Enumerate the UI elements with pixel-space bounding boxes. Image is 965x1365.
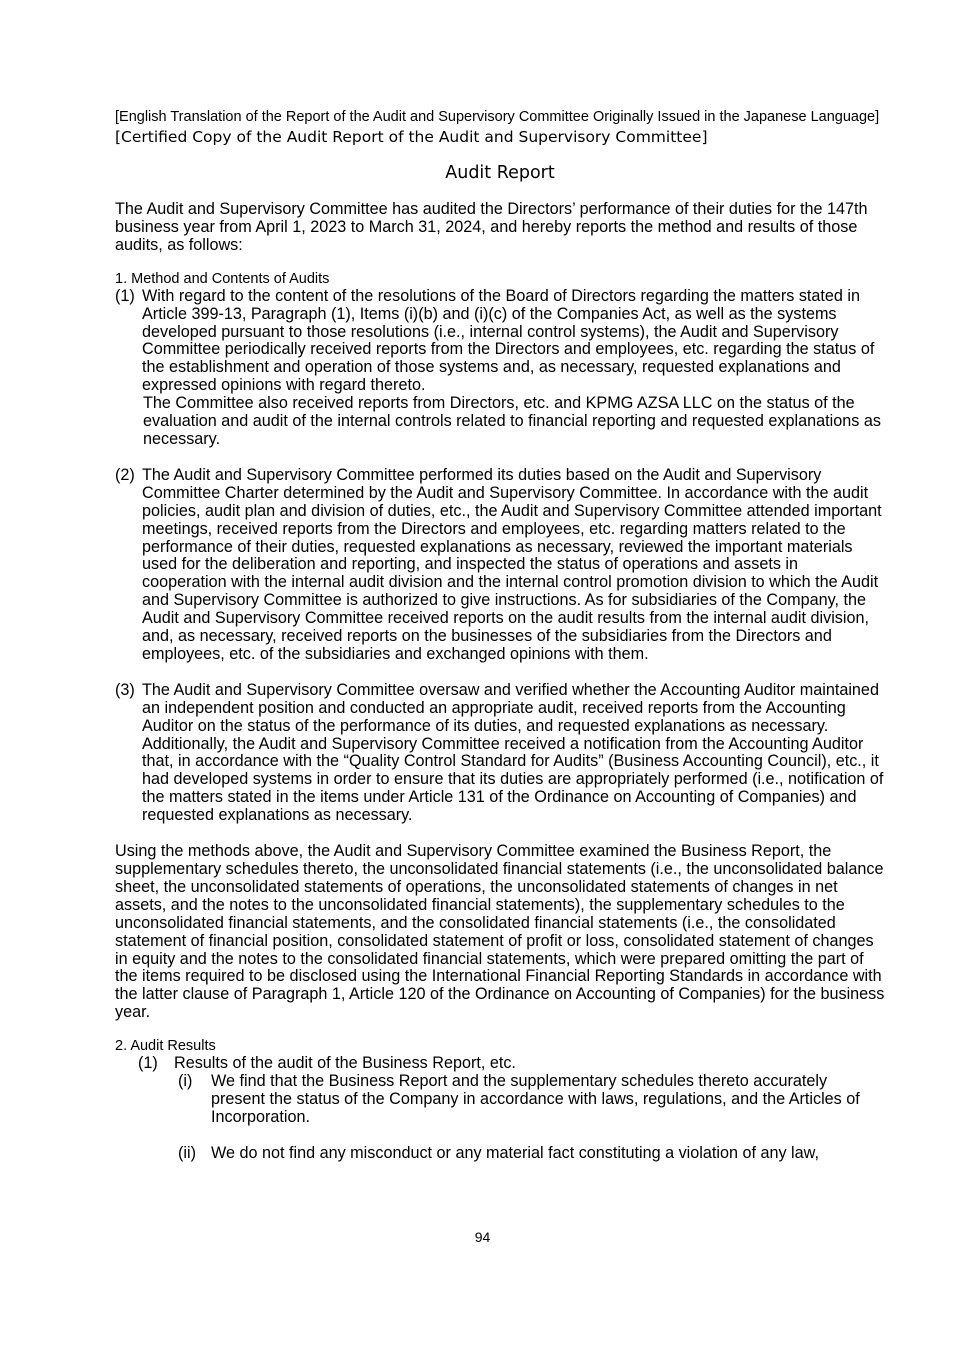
document-page [115, 108, 885, 1163]
section-2-heading: 2. Audit Results [115, 1038, 216, 1055]
translation-note: [English Translation of the Report of the Audit and Supervisory Committee Originally Issued in the Japanese Language] [115, 109, 880, 125]
item-text-continued: The Committee also received reports from Directors, etc. and KPMG AZSA LLC on the status of the evaluation and audit of the internal controls related to financial reporting and requested explanations as necessary. [143, 394, 881, 448]
item-text: The Audit and Supervisory Committee oversaw and verified whether the Accounting Auditor maintained an independent position and conducted an appropriate audit, received reports from the Accounting Auditor on the status of the performance of its duties, and requested explanations as necessary. Additionally, the Audit and Supervisory Committee received a notification from the Accounting Auditor that, in accordance with the “Quality Control Standard for Audits” (Business Accounting Council), etc., it had developed systems in order to ensure that its duties are appropriately performed (i.e., notification of the matters stated in the items under Article 131 of the Ordinance on Accounting of Companies) and requested explanations as necessary. [142, 680, 884, 825]
page-title: Audit Report [445, 163, 555, 183]
section-1-item-2 [115, 467, 885, 664]
item-number: (2) [115, 465, 135, 484]
item-text: Results of the audit of the Business Report, etc. [174, 1054, 516, 1073]
section-1-item-3 [115, 682, 885, 825]
page-number: 94 [474, 1229, 491, 1245]
item-number: (3) [115, 680, 135, 699]
intro-paragraph: The Audit and Supervisory Committee has audited the Directors’ performance of their duties for the 147th business year from April 1, 2023 to March 31, 2024, and hereby reports the method and results of those audits, as follows: [115, 200, 868, 254]
item-number: (i) [178, 1072, 193, 1091]
section-2-sub-1 [138, 1055, 885, 1073]
item-text: We find that the Business Report and the supplementary schedules thereto accurately present the status of the Company in accordance with laws, regulations, and the Articles of Incorporation. [211, 1072, 860, 1126]
certified-copy-note: [Certified Copy of the Audit Report of the Audit and Supervisory Committee] [115, 128, 708, 146]
item-text: With regard to the content of the resolutions of the Board of Directors regarding the matters stated in Article 399-13, Paragraph (1), Items (i)(b) and (i)(c) of the Companies Act, as well as the systems developed pursuant to those resolutions (i.e., internal control systems), the Audit and Supervisory Committee periodically received reports from the Directors and employees, etc. regarding the status of the establishment and operation of those systems and, as necessary, requested explanations and expressed opinions with regard thereto. [142, 286, 875, 395]
item-number: (ii) [178, 1143, 196, 1162]
section-2-sub-1-item-ii [178, 1145, 885, 1163]
item-text: The Audit and Supervisory Committee performed its duties based on the Audit and Supervisory Committee Charter determined by the Audit and Supervisory Committee. In accordance with the audit policies, audit plan and division of duties, etc., the Audit and Supervisory Committee attended important meetings, received reports from the Directors and employees, etc. regarding matters related to the performance of their duties, requested explanations as necessary, reviewed the important materials used for the deliberation and reporting, and inspected the status of operations and assets in cooperation with the internal audit division and the internal control promotion division to which the Audit and Supervisory Committee is authorized to give instructions. As for subsidiaries of the Company, the Audit and Supervisory Committee received reports on the audit results from the internal audit division, and, as necessary, received reports on the businesses of the subsidiaries from the Directors and employees, etc. of the subsidiaries and exchanged opinions with them. [142, 465, 882, 663]
item-text: We do not find any misconduct or any material fact constituting a violation of any law, [211, 1143, 819, 1162]
methods-closing-paragraph: Using the methods above, the Audit and Supervisory Committee examined the Business Report, the supplementary schedules thereto, the unconsolidated financial statements (i.e., the unconsolidated balance sheet, the unconsolidated statements of operations, the unconsolidated statements of changes in net assets, and the notes to the unconsolidated financial statements), the supplementary schedules to the unconsolidated financial statements, and the consolidated financial statements (i.e., the consolidated statement of financial position, consolidated statement of profit or loss, consolidated statement of changes in equity and the notes to the consolidated financial statements, which were prepared omitting the part of the items required to be disclosed using the International Financial Reporting Standards in accordance with the latter clause of Paragraph 1, Article 120 of the Ordinance on Accounting of Companies) for the business year. [115, 842, 885, 1022]
section-2-sub-1-item-i [178, 1073, 885, 1127]
item-number: (1) [138, 1054, 158, 1073]
item-number: (1) [115, 286, 135, 305]
item-body [142, 288, 885, 449]
section-1-heading: 1. Method and Contents of Audits [115, 270, 330, 287]
section-1-item-1 [115, 288, 885, 449]
